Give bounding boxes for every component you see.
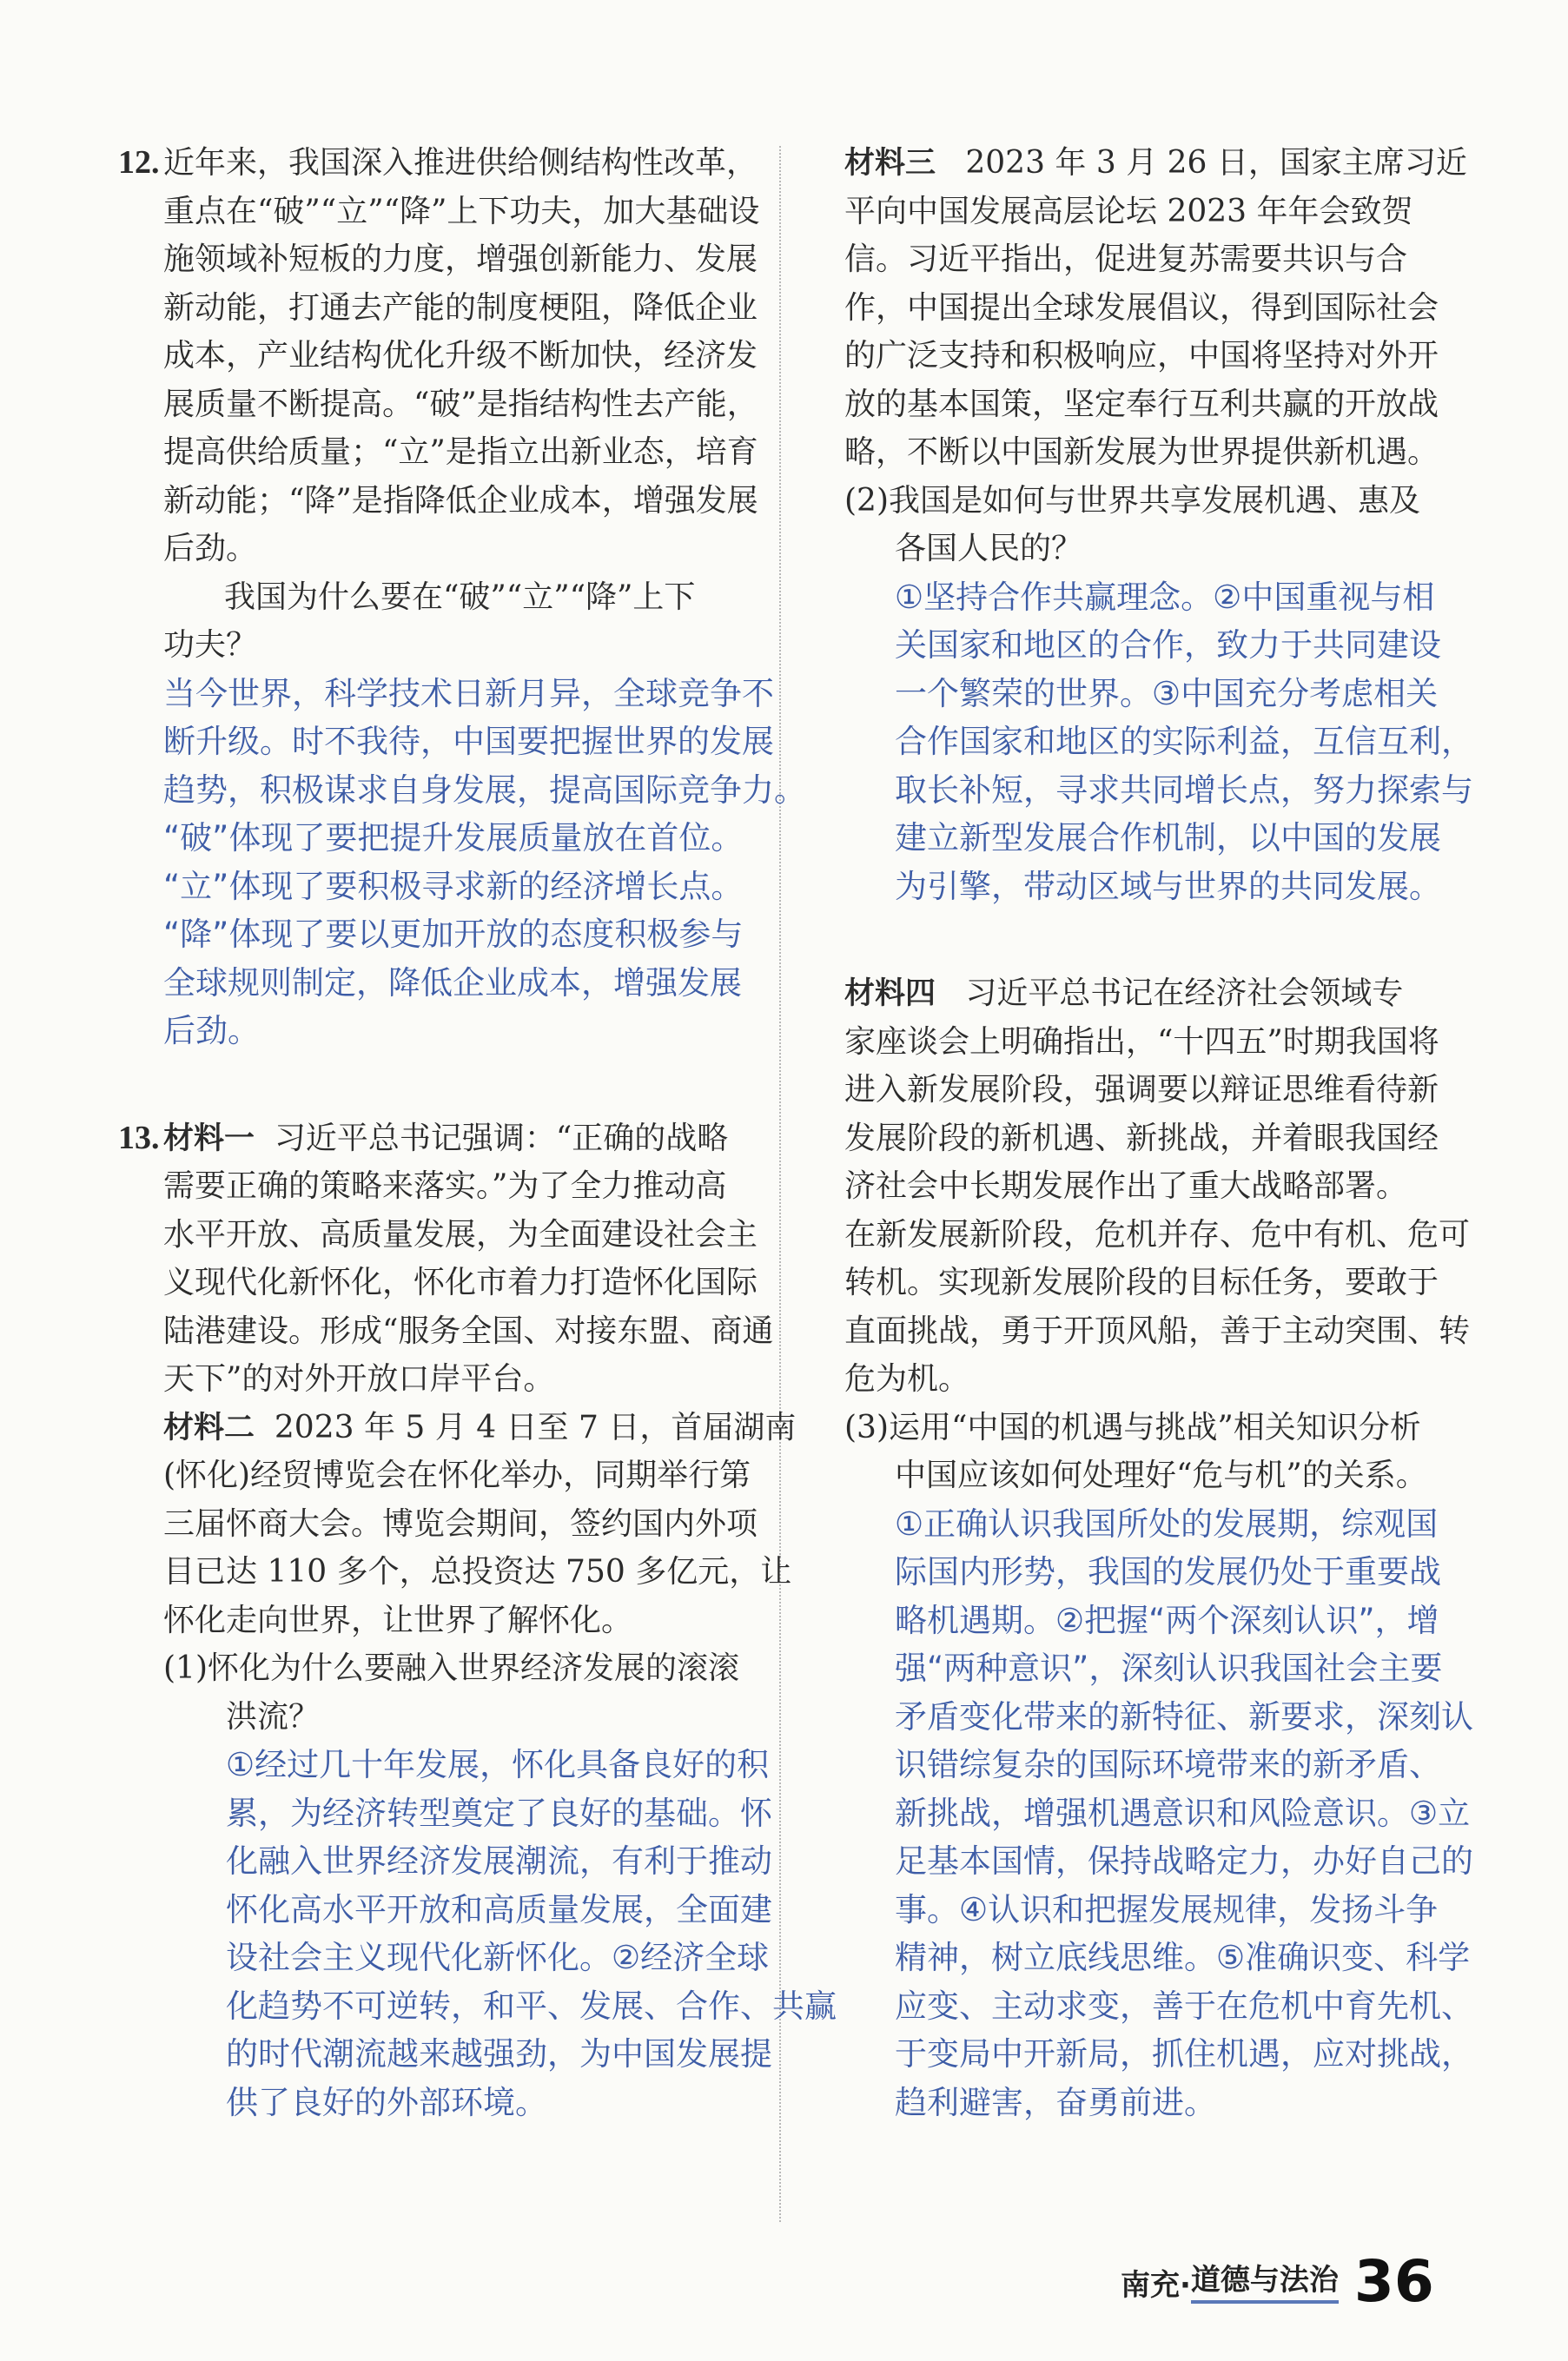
question-number: 12.: [118, 144, 160, 181]
material-2-line: 怀化走向世界，让世界了解怀化。: [163, 1602, 633, 1638]
material-2-line: (怀化)经贸博览会在怀化举办，同期举行第: [163, 1458, 751, 1493]
material-1-line: 陆港建设。形成“服务全国、对接东盟、商通: [163, 1313, 774, 1349]
sub2-answer-line: 一个繁荣的世界。③中国充分考虑相关: [895, 674, 1439, 712]
material-4-line: 危为机。: [844, 1361, 970, 1397]
footer-prefix: 南充·: [1121, 2268, 1191, 2303]
material-1-line: 天下”的对外开放口岸平台。: [163, 1361, 555, 1397]
sub-question-2: (2)我国是如何与世界共享发展机遇、惠及: [844, 482, 1420, 519]
sub3-answer-line: 趋利避害，奋勇前进。: [895, 2083, 1216, 2121]
sub-question-3: (3)运用“中国的机遇与挑战”相关知识分析: [844, 1409, 1421, 1445]
sub3-answer-line: 足基本国情，保持战略定力，办好自己的: [895, 1842, 1473, 1880]
sub1-answer-line: 的时代潮流越来越强劲，为中国发展提: [226, 2035, 772, 2073]
material-1-line: 水平开放、高质量发展，为全面建设社会主: [163, 1216, 758, 1253]
material-label: 材料二: [163, 1410, 255, 1445]
q12-stem-line: 新动能；“降”是指降低企业成本，增强发展: [163, 482, 758, 519]
q12-answer-line: “立”体现了要积极寻求新的经济增长点。: [163, 867, 744, 905]
sub3-answer-line: 新挑战，增强机遇意识和风险意识。③立: [895, 1794, 1471, 1832]
material-1-line: 需要正确的策略来落实。”为了全力推动高: [163, 1168, 727, 1204]
sub1-answer-line: 供了良好的外部环境。: [226, 2083, 547, 2121]
q12-answer-line: 全球规则制定，降低企业成本，增强发展: [163, 963, 742, 1002]
material-label: 材料四: [844, 976, 936, 1011]
sub3-answer-line: 于变局中开新局，抓住机遇，应对挑战，: [895, 2035, 1473, 2073]
material-label: 材料一: [163, 1121, 255, 1156]
material-4-line: 家座谈会上明确指出，“十四五”时期我国将: [844, 1023, 1439, 1060]
q12-stem-line: 后劲。: [163, 531, 258, 566]
page-footer: [1121, 2241, 1434, 2315]
sub1-answer-line: 化趋势不可逆转，和平、发展、合作、共赢: [226, 1987, 837, 2025]
material-3-line: 的广泛支持和积极响应，中国将坚持对外开: [844, 338, 1439, 374]
sub2-answer-line: 为引擎，带动区域与世界的共同发展。: [895, 867, 1441, 905]
q12-answer-line: “破”体现了要把提升发展质量放在首位。: [163, 819, 744, 856]
q12-question-line: 功夫？: [163, 627, 258, 663]
q12-answer-line: 当今世界，科学技术日新月异，全球竞争不: [163, 674, 774, 712]
material-4-line: 直面挑战，勇于开顶风船，善于主动突围、转: [844, 1313, 1471, 1349]
material-1-line: 义现代化新怀化，怀化市着力打造怀化国际: [163, 1265, 758, 1300]
material-3-line: 放的基本国策，坚定奉行互利共赢的开放战: [844, 386, 1439, 422]
material-2-first-line: 材料二 2023 年 5 月 4 日至 7 日，首届湖南: [163, 1409, 797, 1445]
sub2-answer-line: 取长补短，寻求共同增长点，努力探索与: [895, 770, 1473, 809]
question-13: [118, 1114, 837, 2127]
q12-answer-line: 趋势，积极谋求自身发展，提高国际竞争力。: [163, 770, 806, 809]
material-4-line: 济社会中长期发展作出了重大战略部署。: [844, 1168, 1408, 1204]
material-1-first-line: 13. 材料一 习近平总书记强调：“正确的战略: [122, 1114, 782, 1163]
left-column: [118, 139, 837, 2126]
q12-stem-line: 重点在“破”“立”“降”上下功夫，加大基础设: [163, 193, 760, 229]
material-3-line: 略，不断以中国新发展为世界提供新机遇。: [844, 434, 1439, 470]
sub2-answer-line: 建立新型发展合作机制，以中国的发展: [895, 819, 1441, 856]
sub-question-1: 洪流？: [226, 1698, 321, 1735]
material-3-line: 信。习近平指出，促进复苏需要共识与合: [844, 241, 1408, 277]
material-3-line: 作，中国提出全球发展倡议，得到国际社会: [844, 289, 1439, 326]
footer-subject: 道德与法治: [1191, 2256, 1339, 2304]
sub3-answer-line: 事。④认识和把握发展规律，发扬斗争: [895, 1890, 1439, 1928]
sub3-answer-line: 应变、主动求变，善于在危机中育先机、: [895, 1987, 1473, 2025]
sub3-answer-line: 略机遇期。②把握“两个深刻认识”，增: [895, 1601, 1439, 1639]
material-4-line: 进入新发展阶段，强调要以辩证思维看待新: [844, 1072, 1439, 1108]
sub-question-3: 中国应该如何处理好“危与机”的关系。: [895, 1458, 1427, 1493]
sub1-answer-line: 化融入世界经济发展潮流，有利于推动: [226, 1842, 772, 1880]
material-label: 材料三: [844, 146, 936, 181]
sub2-answer-line: ①坚持合作共赢理念。②中国重视与相: [895, 578, 1435, 616]
material-2-line: 目已达 110 多个，总投资达 750 多亿元，让: [163, 1554, 792, 1590]
material-4-first-line: 材料四 习近平总书记在经济社会领域专: [844, 975, 1404, 1011]
sub2-answer-line: 关国家和地区的合作，致力于共同建设: [895, 626, 1441, 664]
sub3-answer-line: 际国内形势，我国的发展仍处于重要战: [895, 1553, 1441, 1591]
question-12: [118, 139, 806, 1055]
sub1-answer-line: 怀化高水平开放和高质量发展，全面建: [226, 1890, 772, 1928]
sub1-answer-line: 累，为经济转型奠定了良好的基础。怀: [226, 1794, 772, 1832]
q12-stem-line-1: 12. 近年来，我国深入推进供给侧结构性改革，: [122, 139, 782, 188]
q12-stem-line: 提高供给质量；“立”是指立出新业态，培育: [163, 434, 758, 470]
sub1-answer-line: 设社会主义现代化新怀化。②经济全球: [226, 1939, 770, 1976]
q12-answer-line: “降”体现了要以更加开放的态度积极参与: [163, 916, 744, 953]
q12-stem-line: 新动能，打通去产能的制度梗阻，降低企业: [163, 289, 758, 326]
sub-question-1: (1)怀化为什么要融入世界经济发展的滚滚: [163, 1650, 739, 1686]
material-2-line: 三届怀商大会。博览会期间，签约国内外项: [163, 1505, 758, 1542]
material-4-line: 发展阶段的新机遇、新挑战，并着眼我国经: [844, 1120, 1439, 1156]
right-column: [844, 139, 1505, 2126]
sub2-answer-line: 合作国家和地区的实际利益，互信互利，: [895, 723, 1473, 760]
sub3-answer-line: 精神，树立底线思维。⑤准确识变、科学: [895, 1939, 1471, 1976]
material-3-line: 平向中国发展高层论坛 2023 年年会致贺: [844, 193, 1413, 229]
material-4-line: 在新发展新阶段，危机并存、危中有机、危可: [844, 1216, 1471, 1253]
sub1-answer-line: ①经过几十年发展，怀化具备良好的积: [226, 1746, 770, 1783]
sub3-answer-line: 矛盾变化带来的新特征、新要求，深刻认: [895, 1697, 1473, 1736]
sub-question-2: 各国人民的？: [895, 531, 1083, 566]
sub3-answer-line: 强“两种意识”，深刻认识我国社会主要: [895, 1650, 1443, 1687]
q12-stem-line: 展质量不断提高。“破”是指结构性去产能，: [163, 386, 758, 422]
q12-stem-line: 施领域补短板的力度，增强创新能力、发展: [163, 241, 758, 277]
question-number: 13.: [118, 1119, 160, 1156]
q12-answer-line: 断升级。时不我待，中国要把握世界的发展: [163, 723, 774, 760]
material-4-line: 转机。实现新发展阶段的目标任务，要敢于: [844, 1265, 1439, 1300]
q12-answer-line: 后劲。: [163, 1012, 260, 1049]
q12-question-line: 我国为什么要在“破”“立”“降”上下: [224, 579, 696, 615]
q12-stem-line: 成本，产业结构优化升级不断加快，经济发: [163, 338, 758, 374]
material-3-first-line: 材料三 2023 年 3 月 26 日，国家主席习近: [844, 145, 1467, 181]
sub3-answer-line: 识错综复杂的国际环境带来的新矛盾、: [895, 1746, 1441, 1783]
page-number: 36: [1353, 2248, 1434, 2315]
sub3-answer-line: ①正确认识我国所处的发展期，综观国: [895, 1505, 1439, 1543]
